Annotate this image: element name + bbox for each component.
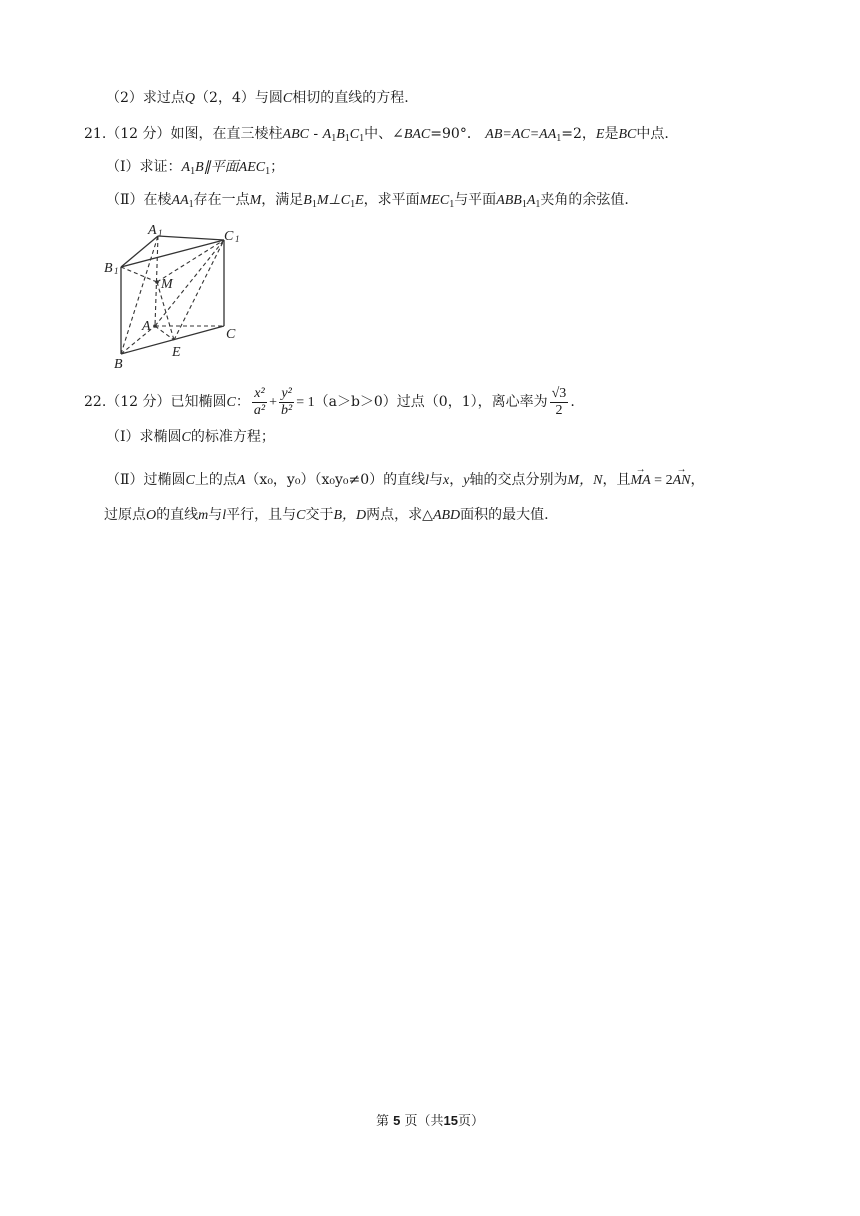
label-c1-sub: 1 [235, 234, 240, 244]
page-footer: 第 5 页（共15页） [375, 1113, 485, 1129]
q21-part2: （Ⅱ）在棱$AA_1$存在一点M，满足$B_1M\perp C_1E$，求平面$MEC_1$与平面$ABB_1A_1$夹角的余弦值. [106, 192, 629, 210]
page-total: 15 [443, 1113, 458, 1128]
label-b: B [114, 357, 123, 372]
label-e: E [172, 345, 181, 360]
q20-part2: （2）求过点Q（2，4）与圆C相切的直线的方程. [106, 90, 409, 106]
line-ec1 [174, 240, 224, 340]
diag-ba1 [121, 236, 158, 354]
q22-part2: （Ⅱ）过椭圆C上的点A（x₀，y₀）（x₀y₀≠0）的直线l与x，y轴的交点分别为M，N，且→ MA = 2→ AN， [106, 470, 704, 491]
point-a [153, 324, 157, 328]
q22-part1: （Ⅰ）求椭圆C的标准方程； [106, 429, 275, 445]
edge-a1c1 [158, 236, 224, 240]
label-a1: A [148, 223, 157, 238]
label-a1-sub: 1 [158, 228, 163, 238]
frac-sqrt3-2: $\frac{√3}{2}$ [551, 385, 567, 418]
frac-y2-b2: $\frac{\text{y²}}{\text{b²}}$ [280, 385, 293, 418]
label-c: C [226, 327, 236, 342]
frac-x2-a2: $\frac{\text{x²}}{\text{a²}}$ [253, 385, 266, 418]
q22-part2-cont: 过原点O的直线m与l平行，且与C交于B，D两点，求△ABD面积的最大值. [104, 507, 549, 523]
label-a: A [142, 319, 151, 334]
label-c1: C [224, 229, 234, 244]
prism-figure [100, 222, 260, 372]
page-number: 5 [393, 1113, 401, 1128]
label-b1: B [104, 261, 113, 276]
label-b1-sub: 1 [114, 266, 119, 276]
label-m: M [161, 277, 173, 292]
line-b1m [121, 267, 157, 282]
q21-stem: 21.（12 分）如图，在直三棱柱ABC - $A_1B_1C_1$中、∠BAC=90°． $AB=AC=AA_1=2$，E是BC中点. [84, 126, 669, 144]
line-ae [155, 326, 174, 340]
line-mc1 [157, 240, 224, 282]
q22-stem: 22.（12 分）已知椭圆C： $\frac{\text{x²}}{\text{a²}}$ + $\frac{\text{y²}}{\text{b²}}$ = 1（a＞b＞0）过点（0，1），离心率为 $\frac{√3}{2}$ . [84, 385, 575, 418]
q21-part1: （Ⅰ）求证：$A_1B\parallel$平面$AEC_1$； [106, 159, 285, 177]
point-m [155, 280, 159, 284]
